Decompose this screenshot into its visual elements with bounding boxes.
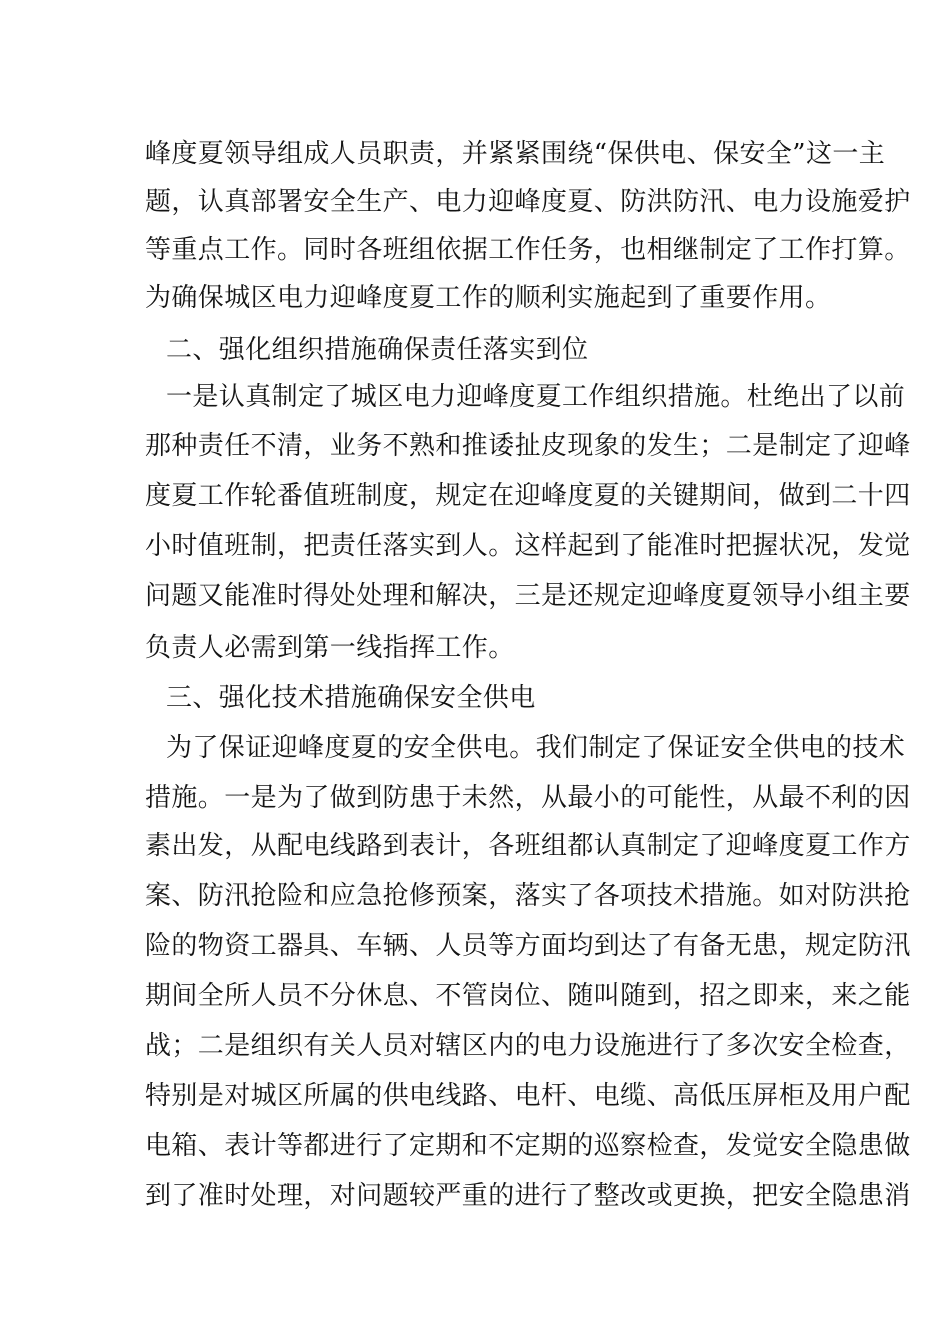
paragraph-line: 案、防汛抢险和应急抢修预案，落实了各项技术措施。如对防洪抢 xyxy=(145,881,911,911)
section-heading: 三、强化技术措施确保安全供电 xyxy=(166,683,536,713)
paragraph-line: 题，认真部署安全生产、电力迎峰度夏、防洪防汛、电力设施爱护 xyxy=(145,187,911,217)
paragraph-line: 一是认真制定了城区电力迎峰度夏工作组织措施。杜绝出了以前 xyxy=(166,382,906,412)
paragraph-line: 战；二是组织有关人员对辖区内的电力设施进行了多次安全检查， xyxy=(145,1031,911,1061)
paragraph-line: 峰度夏领导组成人员职责，并紧紧围绕“保供电、保安全”这一主 xyxy=(145,139,886,169)
paragraph-line: 为了保证迎峰度夏的安全供电。我们制定了保证安全供电的技术 xyxy=(166,733,906,763)
section-heading: 二、强化组织措施确保责任落实到位 xyxy=(166,335,589,365)
paragraph-line: 电箱、表计等都进行了定期和不定期的巡察检查，发觉安全隐患做 xyxy=(145,1131,911,1161)
paragraph-line: 等重点工作。同时各班组依据工作任务，也相继制定了工作打算。 xyxy=(145,235,911,265)
paragraph-line: 那种责任不清，业务不熟和推诿扯皮现象的发生；二是制定了迎峰 xyxy=(145,431,911,461)
paragraph-line: 特别是对城区所属的供电线路、电杆、电缆、高低压屏柜及用户配 xyxy=(145,1081,911,1111)
paragraph-line: 度夏工作轮番值班制度，规定在迎峰度夏的关键期间，做到二十四 xyxy=(145,481,911,511)
paragraph-line: 为确保城区电力迎峰度夏工作的顺利实施起到了重要作用。 xyxy=(145,283,832,313)
paragraph-line: 到了准时处理，对问题较严重的进行了整改或更换，把安全隐患消 xyxy=(145,1181,911,1211)
paragraph-line: 问题又能准时得处处理和解决，三是还规定迎峰度夏领导小组主要 xyxy=(145,581,911,611)
paragraph-line: 险的物资工器具、车辆、人员等方面均到达了有备无患，规定防汛 xyxy=(145,931,911,961)
paragraph-line: 期间全所人员不分休息、不管岗位、随叫随到，招之即来，来之能 xyxy=(145,981,911,1011)
paragraph-line: 措施。一是为了做到防患于未然，从最小的可能性，从最不利的因 xyxy=(145,783,911,813)
paragraph-line: 小时值班制，把责任落实到人。这样起到了能准时把握状况，发觉 xyxy=(145,531,911,561)
paragraph-line: 素出发，从配电线路到表计，各班组都认真制定了迎峰度夏工作方 xyxy=(145,831,911,861)
paragraph-line: 负责人必需到第一线指挥工作。 xyxy=(145,633,515,663)
